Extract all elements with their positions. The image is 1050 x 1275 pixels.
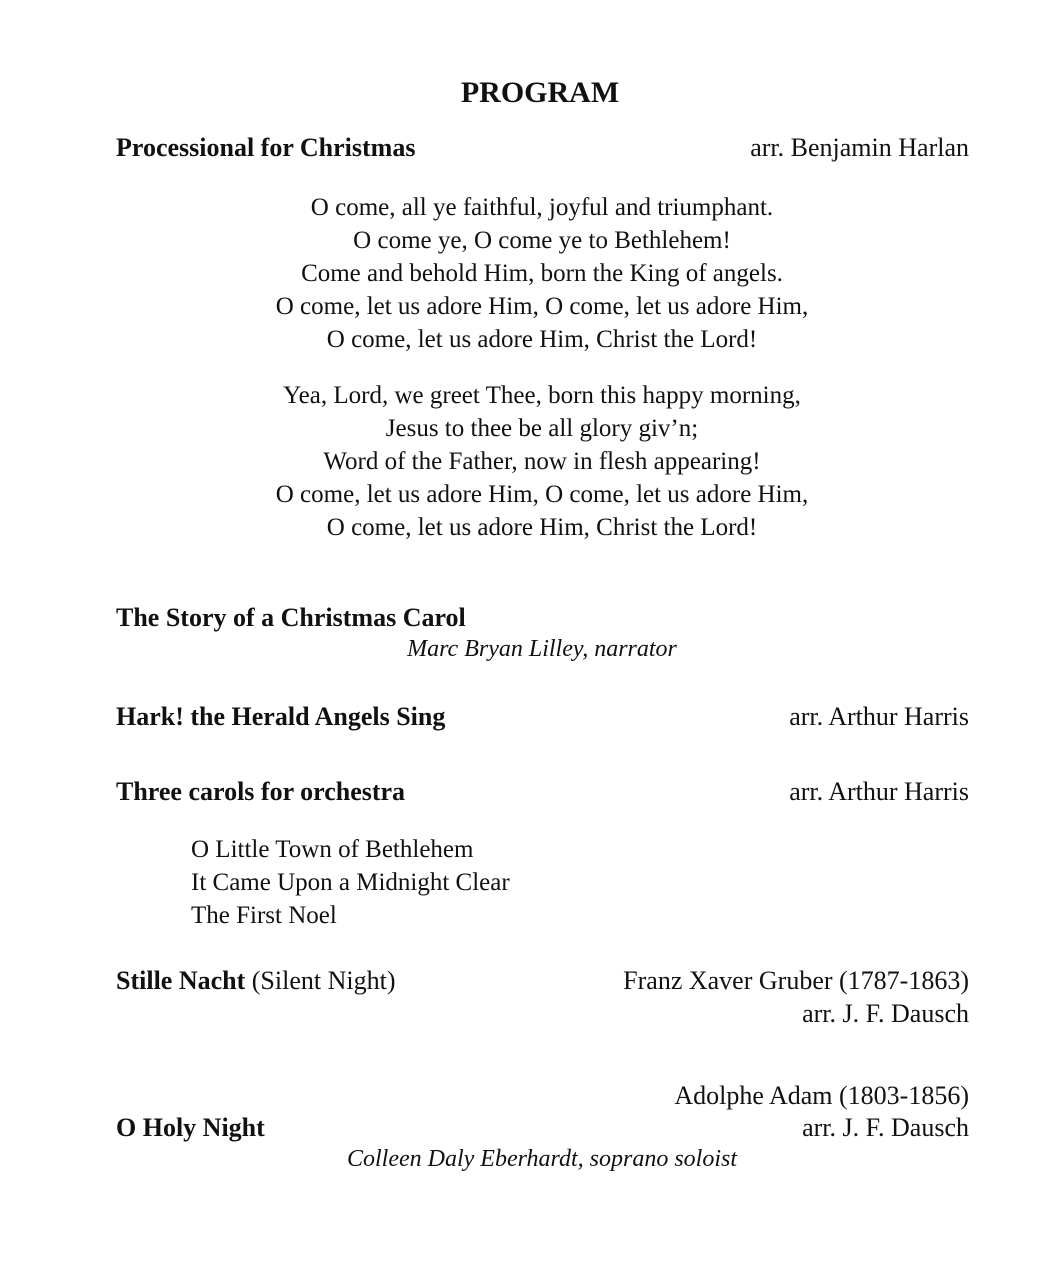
lyric-line: Word of the Father, now in flesh appearing! [323,448,761,475]
lyric-line: O come, let us adore Him, O come, let us adore Him, [275,293,809,320]
arranger-credit: arr. J. F. Dausch [802,999,969,1028]
work-subtitle: (Silent Night) [251,966,396,995]
list-item: It Came Upon a Midnight Clear [191,869,510,896]
composer-credit: Adolphe Adam (1803-1856) [674,1081,969,1110]
work-title: Stille Nacht [116,966,246,995]
list-item: The First Noel [191,902,337,929]
arranger-credit: arr. Arthur Harris [789,777,969,806]
work-title: The Story of a Christmas Carol [116,603,466,632]
lyrics-verse-1 [0,191,1050,356]
lyric-line: O come, let us adore Him, Christ the Lord! [326,514,758,541]
lyric-line: O come ye, O come ye to Bethlehem! [353,227,731,254]
work-title: Hark! the Herald Angels Sing [116,702,446,731]
performer-credit: Colleen Daly Eberhardt, soprano soloist [347,1146,737,1172]
list-item: O Little Town of Bethlehem [191,836,474,863]
lyric-line: Yea, Lord, we greet Thee, born this happy morning, [283,382,801,409]
arranger-credit: arr. Benjamin Harlan [750,133,969,162]
work-title: Three carols for orchestra [116,777,406,806]
work-title: Processional for Christmas [116,133,416,162]
lyric-line: O come, all ye faithful, joyful and triumphant. [310,194,774,221]
page-title: PROGRAM [460,76,620,109]
lyrics-verse-2 [0,379,1050,544]
performer-credit: Marc Bryan Lilley, narrator [407,636,677,662]
lyric-line: O come, let us adore Him, Christ the Lord! [326,326,758,353]
lyric-line: Jesus to thee be all glory giv’n; [385,415,699,442]
arranger-credit: arr. J. F. Dausch [802,1113,969,1142]
work-title: O Holy Night [116,1113,265,1142]
arranger-credit: arr. Arthur Harris [789,702,969,731]
lyric-line: Come and behold Him, born the King of angels. [301,260,783,287]
lyric-line: O come, let us adore Him, O come, let us adore Him, [275,481,809,508]
carol-list [191,833,510,932]
composer-credit: Franz Xaver Gruber (1787-1863) [623,966,969,995]
